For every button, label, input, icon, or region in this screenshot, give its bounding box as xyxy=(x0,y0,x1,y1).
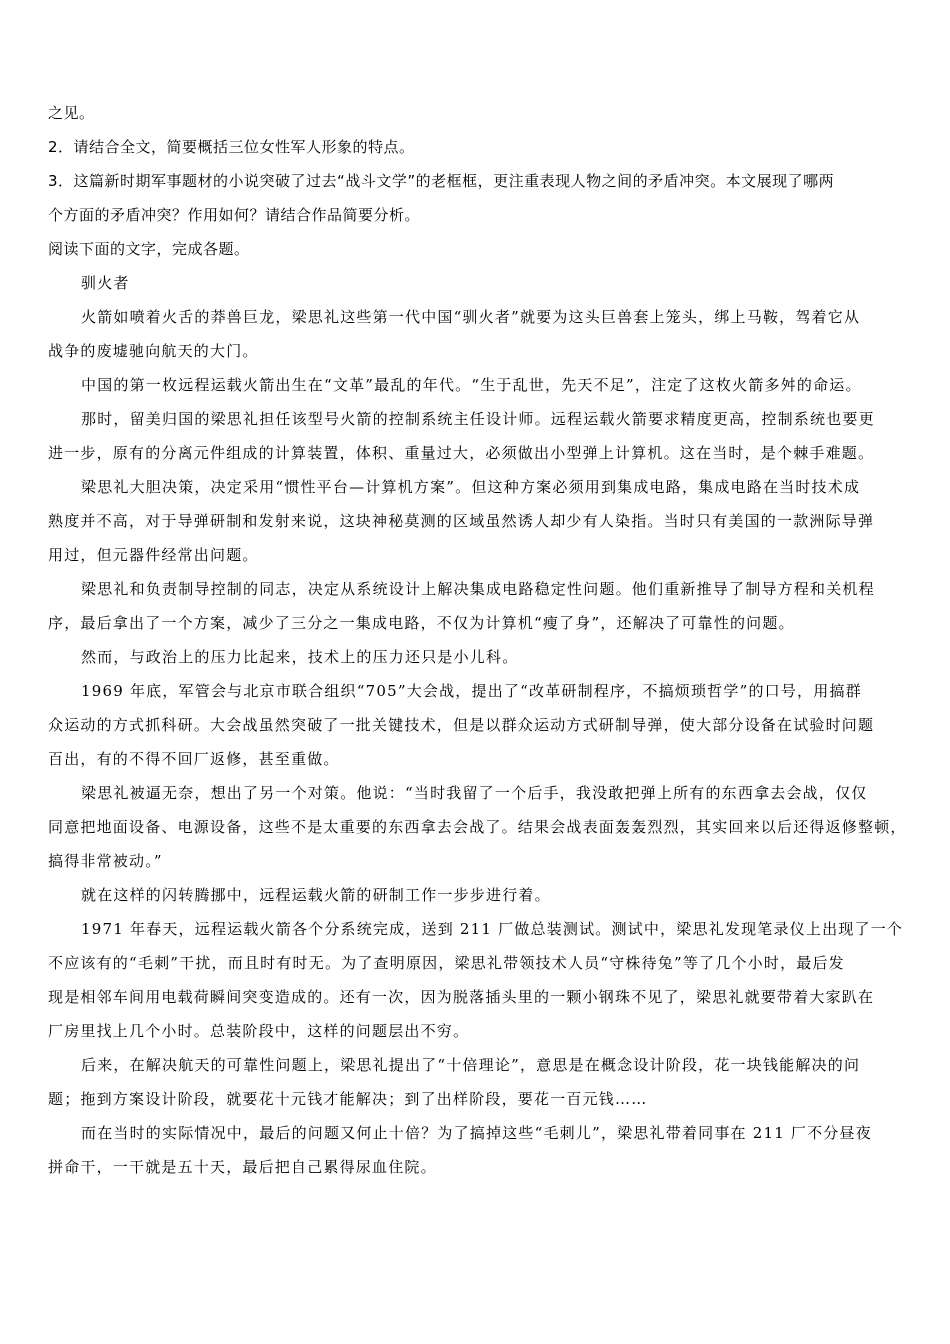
question-number: 3． xyxy=(48,172,74,190)
paragraph-line: 现是相邻车间用电载荷瞬间突变造成的。还有一次，因为脱落插头里的一颗小钢珠不见了，梁思礼就要带着大家趴在 xyxy=(48,988,875,1006)
article-paragraph xyxy=(48,878,902,912)
paragraph-line: 1971 年春天，远程运载火箭各个分系统完成，送到 211 厂做总装测试。测试中，梁思礼发现笔录仪上出现了一个 xyxy=(81,920,904,938)
paragraph-line: 不应该有的“毛刺”干扰，而且时有时无。为了查明原因，梁思礼带领技术人员“守株待兔”等了几个小时，最后发 xyxy=(48,954,845,972)
article-paragraph xyxy=(48,300,902,368)
question-3-line: 个方面的矛盾冲突？作用如何？请结合作品简要分析。 xyxy=(48,206,421,224)
paragraph-line: 梁思礼大胆决策，决定采用“惯性平台—计算机方案”。但这种方案必须用到集成电路，集成电路在当时技术成 xyxy=(81,478,861,496)
reading-instruction: 阅读下面的文字，完成各题。 xyxy=(48,240,250,258)
paragraph-line: 然而，与政治上的压力比起来，技术上的压力还只是小儿科。 xyxy=(81,648,519,666)
question-text: 这篇新时期军事题材的小说突破了过去“战斗文学”的老框框，更注重表现人物之间的矛盾冲突。本文展现了哪两 xyxy=(73,172,835,190)
question-2 xyxy=(48,130,902,164)
paragraph-line: 百出，有的不得不回厂返修，甚至重做。 xyxy=(48,750,340,768)
article-paragraph xyxy=(48,776,907,878)
article-body xyxy=(48,300,907,1184)
paragraph-line: 厂房里找上几个小时。总装阶段中，这样的问题层出不穷。 xyxy=(48,1022,470,1040)
paragraph-line: 而在当时的实际情况中，最后的问题又何止十倍？为了搞掉这些“毛刺儿”，梁思礼带着同事在 211 厂不分昼夜 xyxy=(81,1124,872,1142)
article-paragraph xyxy=(48,470,902,572)
paragraph-line: 搞得非常被动。” xyxy=(48,852,163,870)
document-page xyxy=(48,96,907,1184)
paragraph-line: 梁思礼被逼无奈，想出了另一个对策。他说：“当时我留了一个后手，我没敢把弹上所有的东西拿去会战，仅仅 xyxy=(81,784,868,802)
question-3-line xyxy=(48,164,902,198)
article-paragraph xyxy=(48,402,902,470)
question-number: 2． xyxy=(48,138,74,156)
paragraph-line: 序，最后拿出了一个方案，减少了三分之一集成电路，不仅为计算机“瘦了身”，还解决了可靠性的问题。 xyxy=(48,614,795,632)
paragraph-line: 后来，在解决航天的可靠性问题上，梁思礼提出了“十倍理论”，意思是在概念设计阶段，花一块钱能解决的问 xyxy=(81,1056,861,1074)
paragraph-line: 进一步，原有的分离元件组成的计算装置，体积、重量过大，必须做出小型弹上计算机。这在当时，是个棘手难题。 xyxy=(48,444,875,462)
paragraph-line: 题；拖到方案设计阶段，就要花十元钱才能解决；到了出样阶段，要花一百元钱…… xyxy=(48,1090,648,1108)
paragraph-line: 战争的废墟驰向航天的大门。 xyxy=(48,342,259,360)
question-tail-line: 之见。 xyxy=(48,104,95,122)
paragraph-line: 同意把地面设备、电源设备，这些不是太重要的东西拿去会战了。结果会战表面轰轰烈烈，其实回来以后还得返修整顿， xyxy=(48,818,907,836)
paragraph-line: 就在这样的闪转腾挪中，远程运载火箭的研制工作一步步进行着。 xyxy=(81,886,551,904)
paragraph-line: 熟度并不高，对于导弹研制和发射来说，这块神秘莫测的区域虽然诱人却少有人染指。当时只有美国的一款洲际导弹 xyxy=(48,512,875,530)
question-2-line xyxy=(48,130,902,164)
article-paragraph xyxy=(48,674,902,776)
paragraph-line: 梁思礼和负责制导控制的同志，决定从系统设计上解决集成电路稳定性问题。他们重新推导了制导方程和关机程 xyxy=(81,580,875,598)
paragraph-line: 火箭如喷着火舌的莽兽巨龙，梁思礼这些第一代中国“驯火者”就要为这头巨兽套上笼头，绑上马鞍，驾着它从 xyxy=(81,308,861,326)
paragraph-line: 那时，留美归国的梁思礼担任该型号火箭的控制系统主任设计师。远程运载火箭要求精度更高，控制系统也要更 xyxy=(81,410,875,428)
article-paragraph xyxy=(48,1048,902,1116)
article-paragraph xyxy=(48,1116,902,1184)
article-paragraph xyxy=(48,368,902,402)
question-text: 请结合全文，简要概括三位女性军人形象的特点。 xyxy=(73,138,415,156)
paragraph-line: 1969 年底，军管会与北京市联合组织“705”大会战，提出了“改革研制程序，不搞烦琐哲学”的口号，用搞群 xyxy=(81,682,862,700)
article-paragraph xyxy=(48,912,902,1048)
question-3 xyxy=(48,164,902,232)
paragraph-line: 用过，但元器件经常出问题。 xyxy=(48,546,259,564)
paragraph-line: 中国的第一枚远程运载火箭出生在“文革”最乱的年代。“生于乱世，先天不足”，注定了这枚火箭多舛的命运。 xyxy=(81,376,862,394)
article-paragraph xyxy=(48,572,902,640)
paragraph-line: 众运动的方式抓科研。大会战虽然突破了一批关键技术，但是以群众运动方式研制导弹，使大部分设备在试验时问题 xyxy=(48,716,875,734)
article-title: 驯火者 xyxy=(81,274,130,292)
article-paragraph xyxy=(48,640,902,674)
paragraph-line: 拼命干，一干就是五十天，最后把自己累得尿血住院。 xyxy=(48,1158,437,1176)
